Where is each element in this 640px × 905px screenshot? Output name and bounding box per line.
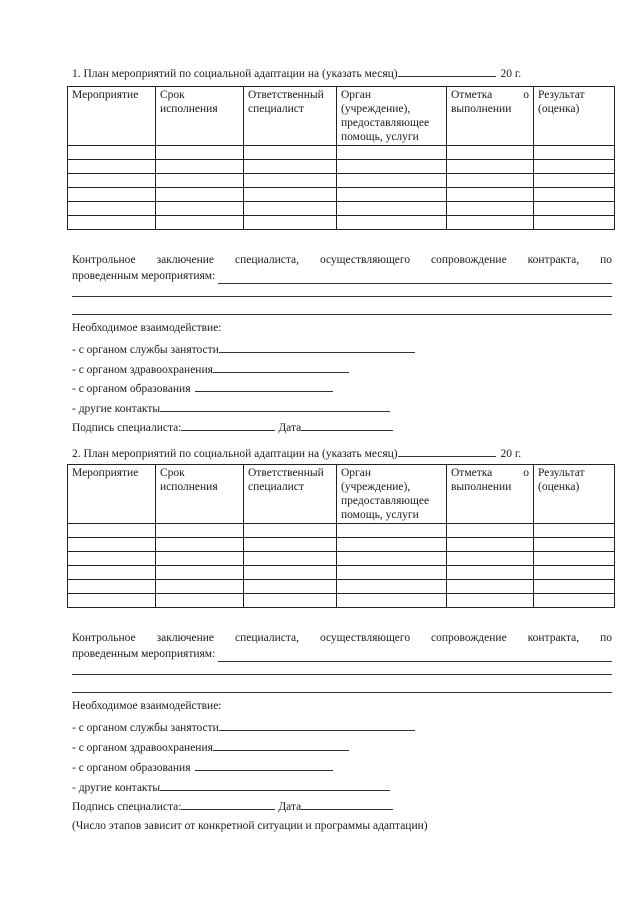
employment-field[interactable] [219, 342, 415, 353]
table-row [68, 580, 615, 594]
plan-2-conclusion-line-a[interactable] [72, 674, 612, 675]
plan-2-interaction-health: - с органом здравоохранения [72, 740, 349, 754]
plan-1-interaction-health: - с органом здравоохранения [72, 362, 349, 376]
col-header-agency: Орган (учреждение), предоставляющее помощь, услуги [337, 87, 447, 146]
table-row [68, 202, 615, 216]
date-field[interactable] [301, 799, 393, 810]
footnote: (Число этапов зависит от конкретной ситуации и программы адаптации) [72, 820, 428, 832]
plan-1-conclusion-line1: Контрольное заключение специалиста, осуществляющего сопровождение контракта, по [72, 254, 612, 266]
table-row [68, 174, 615, 188]
plan-1-signature: Подпись специалиста: Дата [72, 420, 393, 434]
plan-1-title [72, 66, 521, 80]
plan-2-interaction-education: - с органом образования [72, 760, 333, 774]
col-header-responsible: Ответственный специалист [244, 87, 337, 146]
col-header-event: Мероприятие [68, 87, 156, 146]
table-row [68, 538, 615, 552]
table-row [68, 216, 615, 230]
col-header-completion: Отметка о выполнении [447, 87, 534, 146]
plan-2-title [72, 446, 521, 460]
other-field[interactable] [160, 780, 390, 791]
plan-2-year: 20 г. [500, 448, 522, 460]
education-field[interactable] [195, 760, 333, 771]
plan-2-conclusion-line-b[interactable] [72, 692, 612, 693]
col-header-deadline: Срок исполнения [156, 87, 244, 146]
plan-1-conclusion-line-b[interactable] [72, 314, 612, 315]
plan-2-month-blank[interactable] [398, 446, 496, 457]
plan-1-year: 20 г. [500, 68, 522, 80]
signature-field[interactable] [181, 420, 275, 431]
plan-2-conclusion [72, 630, 612, 662]
plan-2-signature: Подпись специалиста: Дата [72, 799, 393, 813]
plan-1-conclusion [72, 252, 612, 284]
table-row [68, 566, 615, 580]
col-header-agency: Орган (учреждение), предоставляющее помощь, услуги [337, 465, 447, 524]
plan-1-interaction-header: Необходимое взаимодействие: [72, 322, 222, 334]
col-header-result: Результат (оценка) [534, 87, 615, 146]
col-header-completion: Отметка о выполнении [447, 465, 534, 524]
col-header-event: Мероприятие [68, 465, 156, 524]
signature-field[interactable] [181, 799, 275, 810]
plan-1-title-text: 1. План мероприятий по социальной адаптации на (указать месяц) [72, 68, 398, 80]
table-row [68, 594, 615, 608]
plan-2-interaction-header: Необходимое взаимодействие: [72, 700, 222, 712]
plan-2-title-text: 2. План мероприятий по социальной адаптации на (указать месяц) [72, 448, 398, 460]
plan-1-month-blank[interactable] [398, 66, 496, 77]
table-row [68, 160, 615, 174]
plan-1-interaction-employment: - с органом службы занятости [72, 342, 415, 356]
plan-2-table [67, 464, 615, 608]
plan-2-header-row [68, 465, 615, 524]
date-field[interactable] [301, 420, 393, 431]
other-field[interactable] [160, 401, 390, 412]
plan-1-conclusion-line-a[interactable] [72, 296, 612, 297]
health-field[interactable] [213, 740, 349, 751]
plan-1-interaction-other: - другие контакты [72, 401, 390, 415]
plan-2-conclusion-line2: проведенным мероприятиям: [72, 648, 216, 660]
employment-field[interactable] [219, 720, 415, 731]
plan-1-conclusion-line2: проведенным мероприятиям: [72, 270, 216, 282]
health-field[interactable] [213, 362, 349, 373]
table-row [68, 552, 615, 566]
col-header-responsible: Ответственный специалист [244, 465, 337, 524]
plan-1-header-row [68, 87, 615, 146]
plan-1-interaction-education: - с органом образования [72, 381, 333, 395]
plan-2-conclusion-line1: Контрольное заключение специалиста, осуществляющего сопровождение контракта, по [72, 632, 612, 644]
education-field[interactable] [195, 381, 333, 392]
plan-2-interaction-other: - другие контакты [72, 780, 390, 794]
table-row [68, 188, 615, 202]
plan-1-table [67, 86, 615, 230]
plan-1-conclusion-field[interactable] [218, 272, 612, 284]
col-header-result: Результат (оценка) [534, 465, 615, 524]
plan-2-interaction-employment: - с органом службы занятости [72, 720, 415, 734]
table-row [68, 524, 615, 538]
table-row [68, 146, 615, 160]
col-header-deadline: Срок исполнения [156, 465, 244, 524]
plan-2-conclusion-field[interactable] [218, 650, 612, 662]
